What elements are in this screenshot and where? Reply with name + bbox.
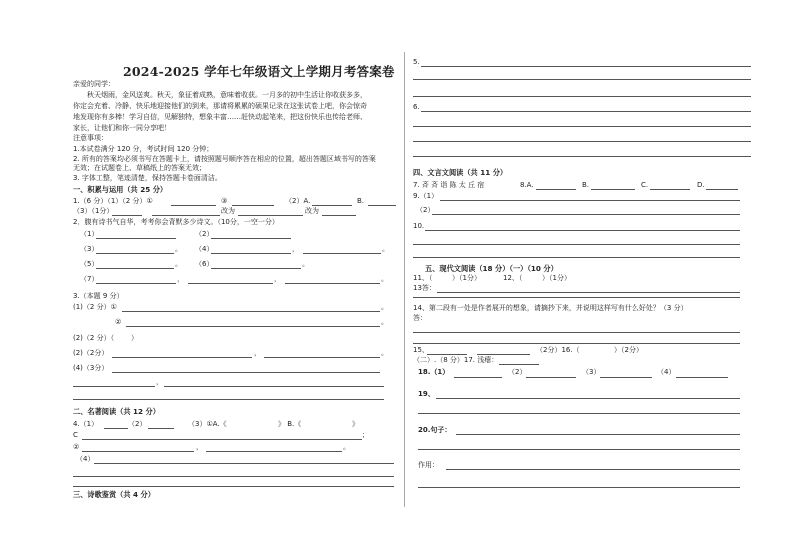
q2-r5: （5） — [80, 260, 99, 268]
q3-4-line-1[interactable] — [112, 372, 380, 373]
q14-answer: 答： — [413, 314, 427, 322]
q14-line-2[interactable] — [413, 343, 740, 344]
q11-label: 11、（ — [413, 274, 433, 282]
q2-line-7c[interactable] — [285, 283, 380, 284]
q5-line-1[interactable] — [421, 66, 751, 67]
q2-period-6: 。 — [302, 260, 309, 268]
q18-line-1[interactable] — [454, 377, 502, 378]
m-2-comma: ， — [196, 443, 203, 451]
q20-line-2[interactable] — [418, 449, 740, 450]
q18-2: （2） — [508, 368, 527, 376]
section-4-title: 四、文言文阅读（共 11 分） — [413, 168, 508, 177]
q9-line-1[interactable] — [440, 200, 740, 201]
q8-c: C. — [641, 181, 649, 189]
q3-1-circle-2: ② — [115, 318, 122, 326]
q1-answer-line-1[interactable] — [171, 205, 216, 206]
q6-label: 6. — [413, 103, 420, 111]
m4-2: （2） — [128, 420, 147, 428]
zuoyong-label: 作用： — [418, 461, 439, 469]
q16-end: ）（2分） — [614, 346, 643, 354]
q14-line-1[interactable] — [413, 332, 740, 333]
notice-1: 1.本试卷满分 120 分，考试时间 120 分钟； — [73, 145, 214, 153]
q8-a-line[interactable] — [536, 189, 576, 190]
q2-line-7a[interactable] — [96, 283, 176, 284]
q19-line-1[interactable] — [436, 398, 740, 399]
q2-period-5: 。 — [175, 260, 182, 268]
q1-answer-line-7[interactable] — [202, 215, 220, 216]
zuoyong-line-2[interactable] — [418, 487, 740, 488]
q5-label: 5. — [413, 58, 420, 66]
q3-4-comma: ， — [156, 378, 163, 386]
q15-line-1[interactable] — [427, 354, 467, 355]
q2-r7: （7） — [80, 275, 99, 283]
q18-4: （4） — [657, 368, 676, 376]
q18-line-4[interactable] — [676, 377, 728, 378]
q8-d-line[interactable] — [706, 189, 738, 190]
notice-2b: 无效；在试题卷上、草稿纸上的答案无效； — [73, 164, 206, 172]
m-c-semicolon: ； — [362, 431, 369, 439]
q18-3: （3） — [582, 368, 601, 376]
q3-4-line-2a[interactable] — [73, 386, 155, 387]
m4-1: 4.（1） — [73, 420, 99, 428]
q2-comma-7a: ， — [177, 275, 184, 283]
q8-a: 8.A. — [520, 181, 534, 189]
q1-choice-a: （2）A. — [285, 197, 311, 205]
m-2-line-2[interactable] — [206, 451, 342, 452]
q18-label: 18.（1） — [418, 368, 450, 376]
m-4-line-1[interactable] — [94, 463, 394, 464]
zuoyong-line-1[interactable] — [446, 469, 740, 470]
q19-line-2[interactable] — [418, 413, 740, 414]
q14-label: 14、第二段有一处是作者展开的想象，请摘抄下来，并说明这样写有什么好处？（3 分） — [413, 304, 688, 312]
section-1-title: 一、积累与运用（共 25 分） — [73, 185, 168, 194]
notice-title: 注意事项： — [73, 134, 108, 142]
greeting: 亲爱的同学： — [73, 80, 115, 88]
q3-1-line-1[interactable] — [122, 311, 380, 312]
section-5-title: 五、现代文阅读（18 分）（一）（10 分） — [425, 264, 558, 273]
notice-3: 3. 字体工整，笔迹清楚，保持答题卡卷面清洁。 — [73, 174, 222, 182]
q3-2: (2)（2 分）（ — [73, 334, 115, 342]
q9-line-2[interactable] — [432, 214, 740, 215]
m-4-line-2[interactable] — [73, 476, 394, 477]
q2-comma-4: ， — [292, 245, 299, 253]
q3-3-line-1[interactable] — [112, 357, 252, 358]
m4-line-1[interactable] — [104, 428, 128, 429]
q3-4-line-3[interactable] — [73, 399, 384, 400]
m-circle-2: ② — [73, 443, 80, 451]
column-divider — [404, 52, 405, 507]
q2-line-1[interactable] — [96, 238, 176, 239]
m-c: C — [73, 431, 78, 439]
q6-line-1[interactable] — [421, 111, 751, 112]
q2-line-2[interactable] — [211, 238, 291, 239]
q19-label: 19、 — [418, 390, 435, 398]
q3-4-line-2b[interactable] — [164, 386, 384, 387]
q10-label: 10. — [413, 222, 425, 230]
q1-part-3: （3）（1分） — [73, 207, 114, 215]
q17-line[interactable] — [499, 364, 539, 365]
m4-3: （3）①A.《 — [188, 420, 227, 428]
q3-1: (1)（2 分）① — [73, 303, 117, 311]
q2-line-4b[interactable] — [303, 253, 381, 254]
q15-line-2[interactable] — [477, 354, 530, 355]
q9-2: （2） — [416, 206, 435, 214]
q1-label: 1.（6 分）（1）（2 分）① — [73, 197, 153, 205]
q3-3-line-2[interactable] — [264, 357, 380, 358]
q5-line-2[interactable] — [413, 79, 751, 80]
q2-comma-7b: ， — [274, 275, 281, 283]
q6-line-3[interactable] — [413, 141, 751, 142]
m-c-line[interactable] — [82, 439, 362, 440]
q1-gaiwei-2: 改为 — [305, 207, 319, 215]
q2-r1: （1） — [80, 230, 99, 238]
q8-d: D. — [697, 181, 705, 189]
q10-line-3[interactable] — [413, 257, 740, 258]
q13-line-2[interactable] — [413, 297, 740, 298]
q1-answer-line-5[interactable] — [112, 215, 142, 216]
q2-line-3[interactable] — [96, 253, 174, 254]
page-title: 2024-2025 学年七年级语文上学期月考答案卷 — [123, 64, 395, 79]
intro-line-1: 秋天烟雨，金风送爽。秋天，象征着成熟，意味着收获。一月多的初中生活让你收获多多， — [87, 91, 367, 99]
q10-line-1[interactable] — [425, 230, 740, 231]
q1-circle-3: ③ — [221, 197, 228, 205]
q3-1-line-2[interactable] — [126, 326, 380, 327]
q3-label: 3.（本题 9 分） — [73, 292, 124, 300]
q2-r2: （2） — [195, 230, 214, 238]
q1-answer-line-6[interactable] — [152, 215, 202, 216]
m4-3c: 》 — [352, 420, 359, 428]
q2-period-7: 。 — [381, 275, 388, 283]
q8-b-line[interactable] — [591, 189, 635, 190]
q13-label: 13答： — [413, 284, 436, 292]
m-2-line-1[interactable] — [82, 451, 194, 452]
q1-choice-b: B. — [357, 197, 365, 205]
q2-line-6[interactable] — [211, 268, 301, 269]
q2-period-3: 。 — [175, 245, 182, 253]
q3-3: (2)（2分） — [73, 349, 109, 357]
q1-answer-line-9[interactable] — [322, 215, 356, 216]
q1-answer-line-3[interactable] — [312, 205, 352, 206]
q17-label: （二）.（8 分）17. 浅瘪： — [413, 356, 499, 364]
intro-line-4: 家长，让他们和你一同分享吧！ — [73, 124, 171, 132]
intro-line-2: 你定会充着、冷静、快乐地迎接他们的到来，那请将累累的硕果记录在这张试卷上吧，你会惊奇 — [73, 102, 367, 110]
q12-end: ）（1分） — [542, 274, 571, 282]
q8-c-line[interactable] — [650, 189, 690, 190]
q2-label: 2．腹有诗书气自华，考考你会背默多少诗文。（10分，一空一分） — [73, 218, 279, 226]
q9-label: 9.（1） — [413, 192, 439, 200]
q18-line-3[interactable] — [600, 377, 652, 378]
q3-1b-period: 。 — [381, 318, 388, 326]
q12-label: 12、（ — [503, 274, 523, 282]
q15-label: 15、 — [413, 346, 429, 354]
q2-line-5[interactable] — [96, 268, 174, 269]
q2-r3: （3） — [80, 245, 99, 253]
m-4-line-3[interactable] — [73, 486, 394, 487]
section-2-title: 二、名著阅读（共 12 分） — [73, 407, 160, 416]
q2-r4: （4） — [195, 245, 214, 253]
q3-3-comma: ， — [254, 349, 261, 357]
q18-line-2[interactable] — [526, 377, 576, 378]
m4-3b: 》 B.《 — [278, 420, 302, 428]
m-2-period: 。 — [343, 443, 350, 451]
m-4: （4） — [76, 455, 95, 463]
q3-3-period: 。 — [381, 349, 388, 357]
q3-2-end: ） — [131, 334, 138, 342]
q2-period-4: 。 — [382, 245, 389, 253]
q2-line-4a[interactable] — [211, 253, 291, 254]
q8-b: B. — [582, 181, 590, 189]
q5-line-3[interactable] — [413, 96, 751, 97]
q1-gaiwei-1: 改为 — [221, 207, 235, 215]
q13-line-1[interactable] — [437, 292, 740, 293]
q1-answer-line-4[interactable] — [368, 205, 396, 206]
q11-end: ）（1分） — [452, 274, 481, 282]
q10-line-2[interactable] — [413, 244, 740, 245]
intro-line-3: 地发现你有多棒！学习自信，见解独特，想象丰富……赶快动起笔来，把这份快乐也传给老师、 — [73, 113, 367, 121]
q20-label: 20.句子： — [418, 426, 452, 434]
q2-line-7b[interactable] — [188, 283, 273, 284]
m4-line-2[interactable] — [148, 428, 174, 429]
q1-answer-line-8[interactable] — [238, 215, 303, 216]
q7-label: 7. 斉 斉 诣 陈 太 丘 宿 — [413, 181, 485, 189]
q3-4: (4)（3分） — [73, 364, 109, 372]
notice-2: 2. 所有的答案均必须书写在答题卡上，请按照题号顺序答在相应的位置，超出答题区域书写的答案 — [73, 155, 376, 163]
q15-end: （2分）16.（ — [536, 346, 580, 354]
section-3-title: 三、诗歌鉴赏（共 4 分） — [73, 490, 155, 499]
q1-answer-line-2[interactable] — [232, 205, 274, 206]
q6-line-2[interactable] — [413, 126, 751, 127]
q2-r6: （6） — [195, 260, 214, 268]
q20-line-1[interactable] — [456, 434, 740, 435]
q6-line-4[interactable] — [413, 156, 751, 157]
q3-1-period: 。 — [381, 303, 388, 311]
